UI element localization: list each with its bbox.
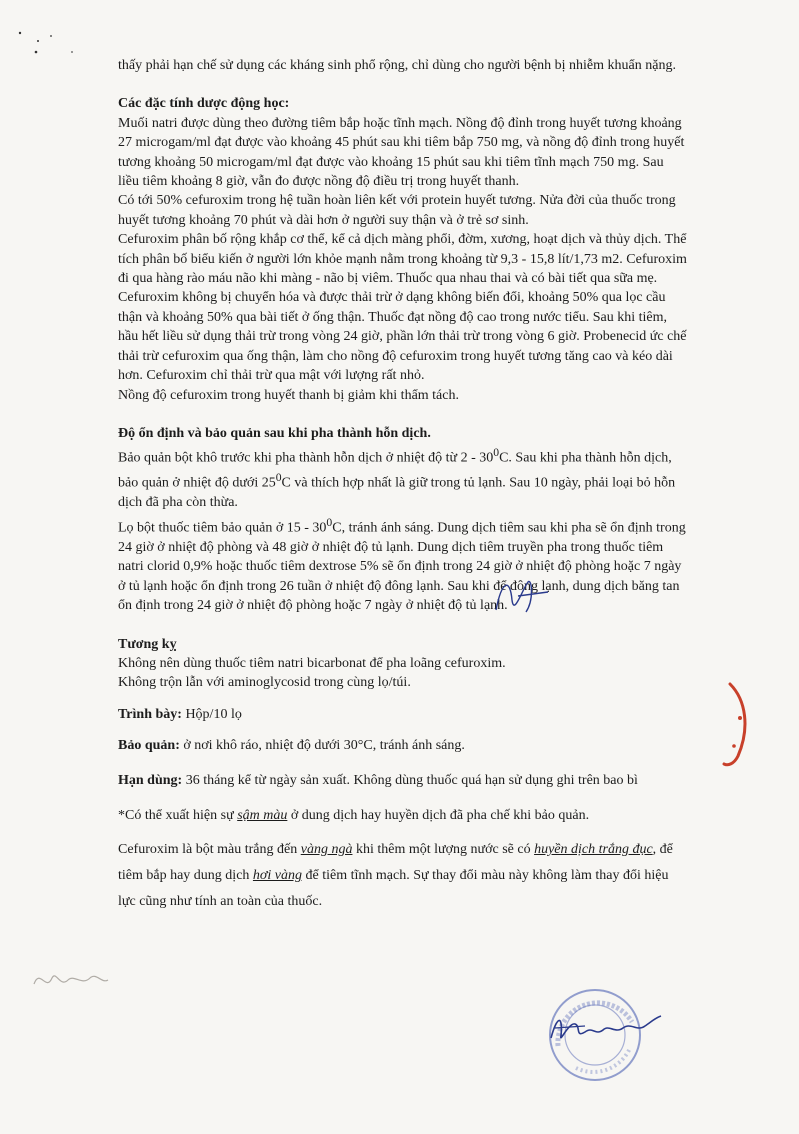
- scan-specks: [0, 0, 120, 60]
- pk-paragraph: Cefuroxim phân bố rộng khắp cơ thể, kể cả dịch màng phổi, đờm, xương, hoạt dịch và thủy dịch. Thể tích phân bố biểu kiến ở người lớn khỏe mạnh nằm trong khoảng từ 9,3 - 15,8 lít/1,73 m2. Cefuroxim đi qua hàng rào máu não khi màng - não bị viêm. Thuốc qua nhau thai và có bài tiết qua sữa mẹ.: [118, 232, 687, 287]
- pk-paragraph: Muối natri được dùng theo đường tiêm bắp hoặc tĩnh mạch. Nồng độ đỉnh trong huyết tương khoảng 27 microgam/ml đạt được vào khoảng 45 phút sau khi tiêm bắp 750 mg, và nồng độ đỉnh trong huyết tương khoảng 50 microgam/ml đạt được vào khoảng 15 phút sau khi tiêm tĩnh mạch 750 mg. Sau liều tiêm khoảng 8 giờ, vẫn đo được nồng độ điều trị trong huyết thanh.: [118, 115, 685, 190]
- note-paragraph: Cefuroxim là bột màu trắng đến vàng ngà khi thêm một lượng nước sẽ có huyền dịch trắng đục, để tiêm bắp hay dung dịch hơi vàng để tiêm tĩnh mạch. Sự thay đổi màu này không làm thay đổi hiệu lực cũng như tính an toàn của thuốc.: [118, 841, 673, 909]
- incompatibility-heading: Tương kỵ: [118, 636, 177, 652]
- document-body: [118, 56, 688, 915]
- stability-paragraph: Lọ bột thuốc tiêm bảo quản ở $15 - 30^0C$, tránh ánh sáng. Dung dịch tiêm sau khi pha sẽ ổn định trong 24 giờ ở nhiệt độ phòng và 48 giờ ở nhiệt độ tủ lạnh. Dung dịch tiêm truyền pha trong thuốc tiêm natri clorid 0,9% hoặc thuốc tiêm dextrose 5% sẽ ổn định trong 24 giờ ở nhiệt độ phòng hoặc 7 ngày ở tủ lạnh hoặc ổn định trong 26 tuần ở nhiệt độ đông lạnh. Sau khi để đông lạnh, dung dịch băng tan ổn định trong 24 giờ ở nhiệt độ phòng hoặc 7 ngày ở nhiệt độ tủ lạnh.: [118, 515, 686, 614]
- intro-paragraph: thấy phải hạn chế sử dụng các kháng sinh phổ rộng, chỉ dùng cho người bệnh bị nhiễm khuẩn nặng.: [118, 58, 676, 73]
- red-stamp-mark: [716, 680, 756, 770]
- pk-paragraph: Nồng độ cefuroxim trong huyết thanh bị giảm khi thẩm tách.: [118, 387, 459, 403]
- storage-line: Bảo quản: ở nơi khô ráo, nhiệt độ dưới 30°C, tránh ánh sáng.: [118, 738, 465, 754]
- stability-paragraph: Bảo quản bột khô trước khi pha thành hỗn dịch ở nhiệt độ từ $2 - 30^0C$. Sau khi pha thành hỗn dịch, bảo quản ở nhiệt độ dưới $25^0C$ và thích hợp nhất là giữ trong tủ lạnh. Sau 10 ngày, phải loại bỏ hỗn dịch đã pha còn thừa.: [118, 446, 676, 511]
- pk-paragraph: Có tới 50% cefuroxim trong hệ tuần hoàn liên kết với protein huyết tương. Nửa đời của thuốc trong huyết tương khoảng 70 phút và dài hơn ở người suy thận và ở trẻ sơ sinh.: [118, 193, 676, 228]
- pk-paragraph: Cefuroxim không bị chuyển hóa và được thải trừ ở dạng không biến đổi, khoảng 50% qua lọc cầu thận và khoảng 50% qua bài tiết ở ống thận. Thuốc đạt nồng độ cao trong nước tiểu. Sau khi tiêm, hầu hết liều sử dụng thải trừ trong vòng 24 giờ, phần lớn thải trừ trong vòng 6 giờ. Probenecid ức chế thải trừ cefuroxim qua ống thận, làm cho nồng độ cefuroxim trong huyết tương tăng cao và kéo dài hơn. Cefuroxim chỉ thải trừ qua mật với lượng rất nhỏ.: [118, 290, 687, 384]
- faint-signature: [30, 962, 110, 996]
- expiry-line: Hạn dùng: 36 tháng kể từ ngày sản xuất. Không dùng thuốc quá hạn sử dụng ghi trên bao bì: [118, 772, 638, 788]
- pharmacokinetics-heading: Các đặc tính dược động học:: [118, 96, 290, 112]
- incompatibility-line: Không trộn lẫn với aminoglycosid trong cùng lọ/túi.: [118, 675, 411, 691]
- incompatibility-line: Không nên dùng thuốc tiêm natri bicarbonat để pha loãng cefuroxim.: [118, 655, 506, 671]
- packaging-line: Trình bày: Hộp/10 lọ: [118, 706, 242, 722]
- stability-heading: Độ ổn định và bảo quản sau khi pha thành hỗn dịch.: [118, 425, 431, 441]
- note-line: *Có thể xuất hiện sự sậm màu ở dung dịch hay huyền dịch đã pha chế khi bảo quản.: [118, 807, 590, 823]
- director-signature: [545, 1008, 665, 1048]
- handwritten-signature: [488, 570, 568, 620]
